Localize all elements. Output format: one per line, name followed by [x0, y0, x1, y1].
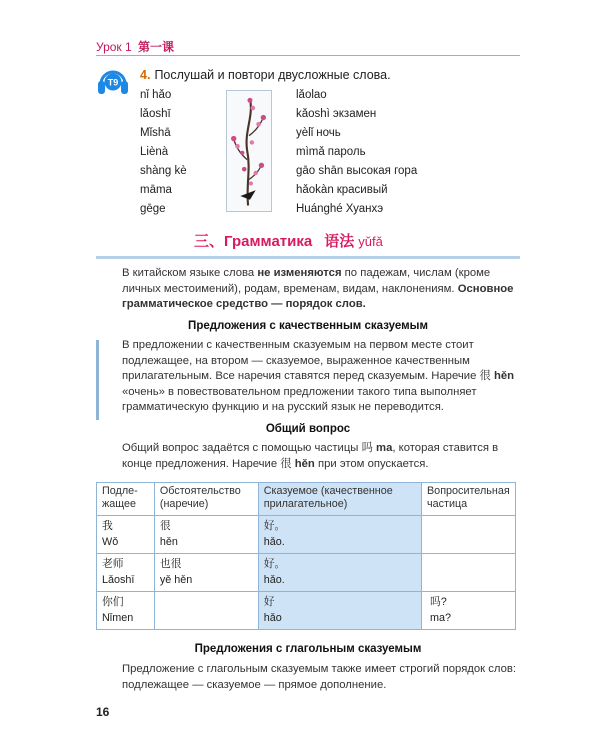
header-adverb: Обстоятельство (наречие): [154, 483, 258, 516]
exercise-number: 4.: [140, 68, 151, 82]
section-title: 三、Грамматика 语法 yǔfǎ: [194, 233, 383, 250]
list-item: gēge: [140, 203, 166, 215]
track-badge: T9: [107, 77, 119, 88]
left-word-list: [140, 86, 187, 219]
general-question-heading: Общий вопрос: [265, 423, 351, 435]
verbal-paragraph: Предложение с глагольным сказуемым также имеет строгий порядок слов: подлежащее — сказуемое — прямое дополнение.: [122, 663, 517, 691]
list-item: shàng kè: [140, 165, 187, 177]
header-particle: Вопросительная частица: [421, 483, 515, 516]
list-item: nǐ hǎo: [140, 89, 172, 101]
plum-blossom-image: [226, 90, 272, 212]
headphones-icon[interactable]: [96, 64, 130, 98]
qualitative-paragraph: В предложении с качественным сказуемым на первом месте стоит подлежащее, на втором — сказуемое, выраженное качественным прилагательным. Все наречия ставятся перед сказуемым. Наречие 很 hěn «очень» в повествовательном предложении такого типа выполняет грамматическую функцию и на русский язык не переводится.: [122, 339, 515, 413]
right-word-list: [296, 86, 417, 219]
lesson-label: Урок 1: [96, 40, 132, 54]
exercise-instruction: 4. Послушай и повтори двусложные слова.: [140, 68, 391, 82]
list-item: Liènà: [140, 146, 169, 158]
verbal-heading: Предложения с глагольным сказуемым: [194, 643, 422, 655]
intro-paragraph: В китайском языке слова не изменяются по падежам, числам (кроме личных местоимений), родам, временам, видам, наклонениям. Основное грамматическое средство — порядок слов.: [122, 267, 514, 310]
list-item: mìmǎ пароль: [296, 146, 366, 158]
paragraph-marker-bar: [96, 340, 102, 420]
grammar-table: [96, 482, 516, 630]
header-predicate: Сказуемое (качественное прилагательное): [258, 483, 421, 516]
header-subject: Подле-жащее: [97, 483, 155, 516]
table-header-row: [97, 483, 516, 516]
list-item: gāo shān высокая гора: [296, 165, 418, 177]
section-divider: [96, 256, 520, 259]
list-item: Huánghé Хуанхэ: [296, 203, 384, 215]
list-item: kǎoshì экзамен: [296, 108, 377, 120]
qualitative-heading: Предложения с качественным сказуемым: [188, 320, 428, 332]
general-question-paragraph: Общий вопрос задаётся с помощью частицы 吗 ma, которая ставится в конце предложения. Наречие 很 hěn при этом опускается.: [122, 442, 499, 470]
table-row: 我 Wǒ 很 hěn 好。 hǎo.: [97, 516, 516, 554]
page-number: 16: [96, 705, 110, 719]
list-item: lǎolao: [296, 89, 327, 101]
list-item: yèlǐ ночь: [296, 127, 341, 139]
lesson-label-cn: 第一课: [138, 40, 175, 54]
list-item: Mǐshā: [140, 127, 171, 139]
table-row: 老师 Lǎoshī 也很 yě hěn 好。 hǎo.: [97, 554, 516, 592]
list-item: māma: [140, 184, 172, 196]
list-item: hǎokàn красивый: [296, 184, 388, 196]
header-divider: [96, 55, 520, 56]
list-item: lǎoshī: [140, 108, 171, 120]
table-row: 你们 Nǐmen 好 hǎo 吗? ma?: [97, 592, 516, 630]
lesson-header: [96, 38, 174, 55]
